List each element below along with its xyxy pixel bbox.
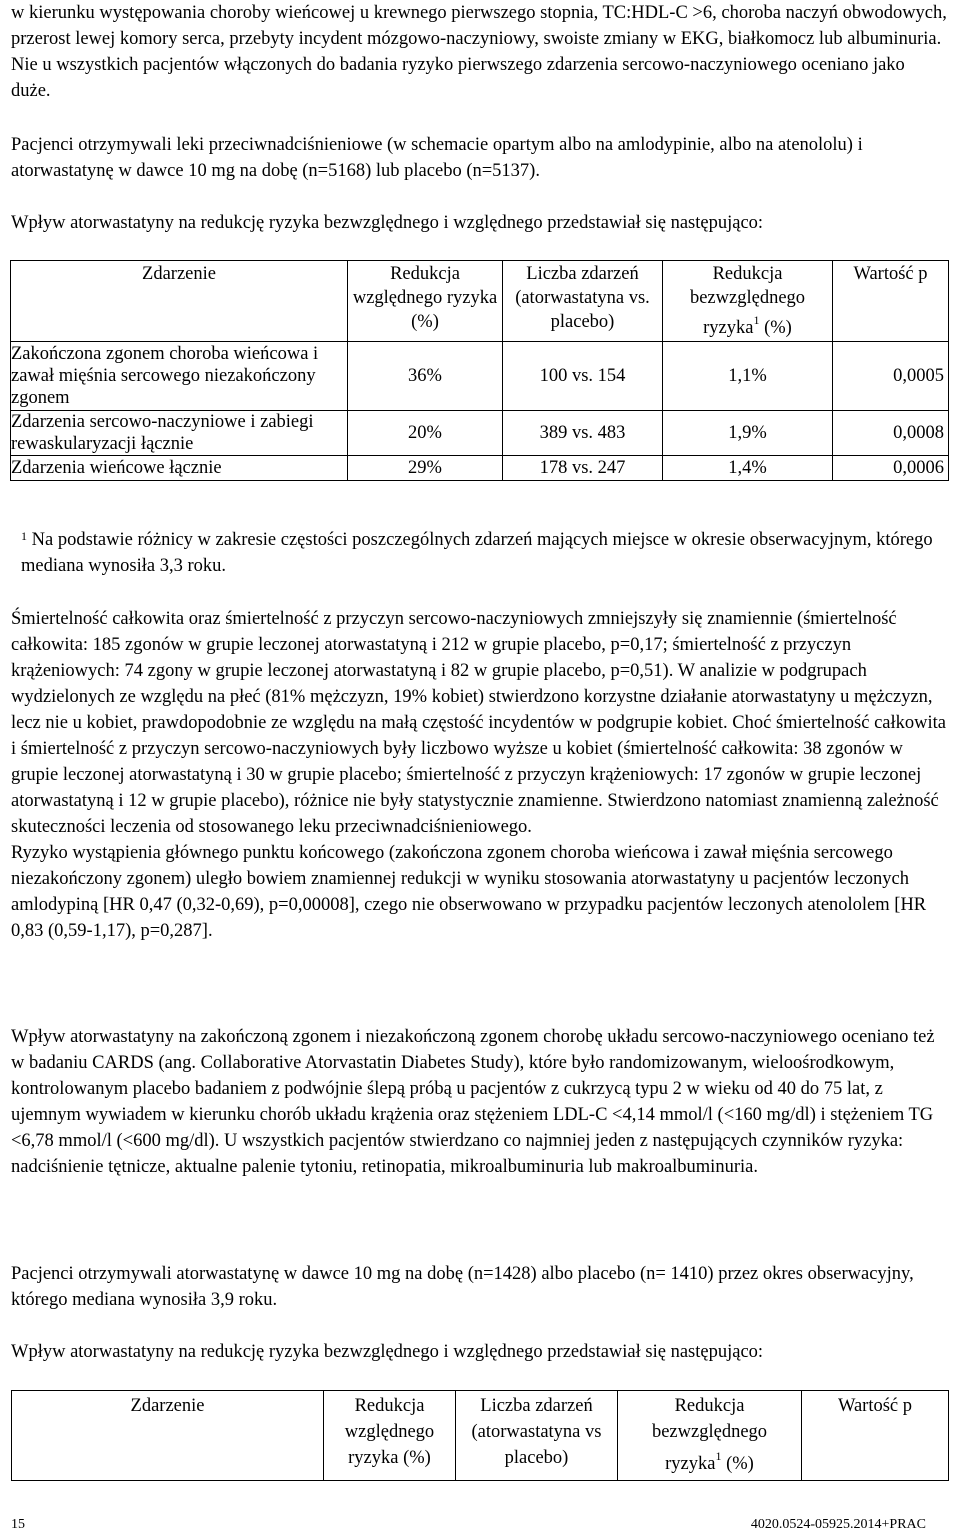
table-row bbox=[11, 456, 949, 481]
footnote-number: 1 bbox=[21, 529, 27, 543]
header-p: Wartość p bbox=[802, 1391, 949, 1481]
header-arr bbox=[663, 261, 833, 342]
cell-rrr: 29% bbox=[348, 456, 503, 481]
paragraph: Pacjenci otrzymywali atorwastatynę w dawce 10 mg na dobę (n=1428) albo placebo (n= 1410) przez okres obserwacyjny, którego mediana wynosiła 3,9 roku. bbox=[11, 1264, 914, 1310]
cell-events: 389 vs. 483 bbox=[503, 411, 663, 456]
paragraph-group bbox=[11, 606, 948, 944]
header-events: Liczba zdarzeń (atorwastatyna vs placebo) bbox=[456, 1391, 618, 1481]
header-rrr: Redukcja względnego ryzyka (%) bbox=[324, 1391, 456, 1481]
cell-rrr: 20% bbox=[348, 411, 503, 456]
cell-events: 178 vs. 247 bbox=[503, 456, 663, 481]
table-row bbox=[11, 411, 949, 456]
paragraph: Wpływ atorwastatyny na redukcję ryzyka bezwzględnego i względnego przedstawiał się następująco: bbox=[11, 213, 764, 233]
header-event: Zdarzenie bbox=[11, 261, 348, 342]
cell-event: Zdarzenia sercowo-naczyniowe i zabiegi rewaskularyzacji łącznie bbox=[11, 411, 348, 456]
header-arr bbox=[618, 1391, 802, 1481]
header-arr-label: Redukcja bezwzględnego ryzyka bbox=[651, 1396, 768, 1475]
cell-arr: 1,1% bbox=[663, 342, 833, 411]
table-row bbox=[11, 342, 949, 411]
header-arr-unit: (%) bbox=[726, 1454, 754, 1475]
cell-event: Zdarzenia wieńcowe łącznie bbox=[11, 456, 348, 481]
footnote-marker: 1 bbox=[753, 313, 760, 327]
document-code: 4020.0524-05925.2014+PRAC bbox=[750, 1517, 926, 1532]
paragraph: Wpływ atorwastatyny na zakończoną zgonem i niezakończoną zgonem chorobę układu sercowo-naczyniowego oceniano też w badaniu CARDS (ang. Collaborative Atorvastatin Diabetes Study), które było randomizowanym, wieloośrodkowym, kontrolowanym placebo badaniem z podwójnie ślepą próbą u pacjentów z cukrzycą typu 2 w wieku od 40 do 75 lat, z ujemnym wywiadem w kierunku chorób układu krążenia oraz stężeniem LDL-C <4,14 mmol/l (<160 mg/dl) i stężeniem TG <6,78 mmol/l (<600 mg/dl). U wszystkich pacjentów stwierdzano co najmniej jeden z następujących czynników ryzyka: nadciśnienie tętnicze, aktualne palenie tytoniu, retinopatia, mikroalbuminuria lub makroalbuminuria. bbox=[11, 1027, 935, 1177]
risk-reduction-table-2 bbox=[11, 1390, 949, 1481]
paragraph: Ryzyko wystąpienia głównego punktu końcowego (zakończona zgonem choroba wieńcowa i zawał mięśnia sercowego niezakończony zgonem) uległo bowiem znamiennej redukcji w wyniku stosowania atorwastatyny u pacjentów leczonych amlodypiną [HR 0,47 (0,32-0,69), p=0,00008], czego nie obserwowano w przypadku pacjentów leczonych atenololem [HR 0,83 (0,59-1,17), p=0,287]. bbox=[11, 843, 927, 941]
table-header-row bbox=[11, 261, 949, 342]
cell-arr: 1,9% bbox=[663, 411, 833, 456]
cell-event: Zakończona zgonem choroba wieńcowa i zawał mięśnia sercowego niezakończony zgonem bbox=[11, 342, 348, 411]
paragraph: w kierunku występowania choroby wieńcowej u krewnego pierwszego stopnia, TC:HDL-C >6, choroba naczyń obwodowych, przerost lewej komory serca, przebyty incydent mózgowo-naczyniowy, swoiste zmiany w EKG, białkomocz lub albuminuria. Nie u wszystkich pacjentów włączonych do badania ryzyko pierwszego zdarzenia sercowo-naczyniowego oceniano jako duże. bbox=[11, 3, 947, 101]
paragraph: Pacjenci otrzymywali leki przeciwnadciśnieniowe (w schemacie opartym albo na amlodypinie, albo na atenololu) i atorwastatynę w dawce 10 mg na dobę (n=5168) lub placebo (n=5137). bbox=[11, 135, 863, 181]
footnote-text: Na podstawie różnicy w zakresie częstości poszczególnych zdarzeń mających miejsce w okresie obserwacyjnym, którego mediana wynosiła 3,3 roku. bbox=[21, 530, 933, 576]
cell-p: 0,0006 bbox=[833, 456, 949, 481]
cell-p: 0,0008 bbox=[833, 411, 949, 456]
header-arr-label: Redukcja bezwzględnego ryzyka bbox=[689, 264, 806, 339]
header-p: Wartość p bbox=[833, 261, 949, 342]
cell-p: 0,0005 bbox=[833, 342, 949, 411]
header-rrr: Redukcja względnego ryzyka (%) bbox=[348, 261, 503, 342]
cell-events: 100 vs. 154 bbox=[503, 342, 663, 411]
paragraph: Śmiertelność całkowita oraz śmiertelność z przyczyn sercowo-naczyniowych zmniejszyły się znamiennie (śmiertelność całkowita: 185 zgonów w grupie leczonej atorwastatyną i 212 w grupie placebo, p=0,17; śmiertelność z przyczyn krążeniowych: 74 zgony w grupie leczonej atorwastatyną i 82 w grupie placebo, p=0,51). W analizie w podgrupach wydzielonych ze względu na płeć (81% mężczyzn, 19% kobiet) stwierdzono korzystne działanie atorwastatyny u mężczyzn, lecz nie u kobiet, prawdopodobnie ze względu na małą częstość incydentów w podgrupie kobiet. Choć śmiertelność całkowita i śmiertelność z przyczyn sercowo-naczyniowych były liczbowo wyższe u kobiet (śmiertelność całkowita: 38 zgonów w grupie leczonej atorwastatyną i 30 w grupie placebo; śmiertelność z przyczyn krążeniowych: 17 zgonów w grupie leczonej atorwastatyną i 12 w grupie placebo), różnice nie były statystycznie znamienne. Stwierdzono natomiast znamienną zależność skuteczności leczenia od stosowanego leku przeciwnadciśnieniowego. bbox=[11, 609, 946, 837]
paragraph: Wpływ atorwastatyny na redukcję ryzyka bezwzględnego i względnego przedstawiał się następująco: bbox=[11, 1342, 764, 1362]
header-arr-unit: (%) bbox=[764, 318, 792, 339]
footnote-marker: 1 bbox=[715, 1449, 722, 1463]
cell-arr: 1,4% bbox=[663, 456, 833, 481]
risk-reduction-table-1 bbox=[10, 260, 949, 481]
header-events: Liczba zdarzeń (atorwastatyna vs. placebo) bbox=[503, 261, 663, 342]
footnote bbox=[21, 527, 946, 579]
table-header-row bbox=[12, 1391, 949, 1481]
cell-rrr: 36% bbox=[348, 342, 503, 411]
page-number: 15 bbox=[11, 1517, 25, 1532]
header-event: Zdarzenie bbox=[12, 1391, 324, 1481]
